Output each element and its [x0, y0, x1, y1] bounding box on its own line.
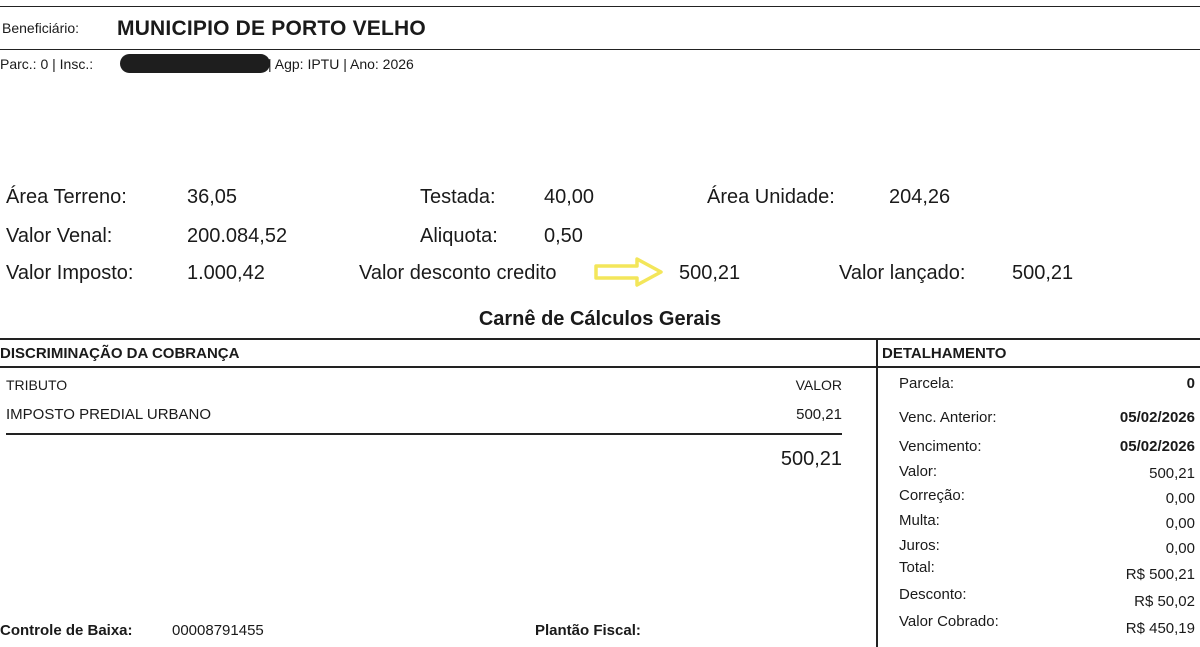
table-top-border — [0, 338, 1200, 340]
valor-desconto-value: 500,21 — [679, 262, 741, 284]
area-terreno-value: 36,05 — [187, 186, 238, 208]
detalhamento-title: DETALHAMENTO — [882, 345, 1007, 362]
valor-venal-label: Valor Venal: — [6, 225, 113, 247]
beneficiary-name: MUNICIPIO DE PORTO VELHO — [117, 17, 426, 40]
parcel-inscription-label: Parc.: 0 | Insc.: — [0, 56, 94, 72]
detail-value-valor-cobrado: R$ 450,19 — [1125, 620, 1195, 637]
testada-label: Testada: — [420, 186, 496, 208]
subtotal-rule — [6, 433, 842, 435]
detail-value-parcela: 0 — [1186, 375, 1195, 392]
discriminacao-total: 500,21 — [780, 448, 842, 470]
detail-value-juros: 0,00 — [1165, 540, 1195, 557]
valor-imposto-value: 1.000,42 — [187, 262, 265, 284]
tributo-row-value: 500,21 — [796, 406, 842, 423]
beneficiary-label: Beneficiário: — [2, 20, 80, 36]
area-unidade-label: Área Unidade: — [707, 186, 835, 208]
arrow-right-icon — [593, 257, 665, 287]
table-header-border — [0, 366, 1200, 368]
controle-baixa-label: Controle de Baixa: — [0, 622, 133, 639]
agp-year-label: | Agp: IPTU | Ano: 2026 — [268, 56, 414, 72]
column-divider — [876, 338, 878, 647]
detail-value-vencimento: 05/02/2026 — [1119, 438, 1195, 455]
detail-label-venc-anterior: Venc. Anterior: — [899, 409, 997, 426]
detail-value-multa: 0,00 — [1165, 515, 1195, 532]
detail-label-juros: Juros: — [899, 537, 940, 554]
controle-baixa-value: 00008791455 — [172, 622, 264, 639]
valor-lancado-value: 500,21 — [1012, 262, 1074, 284]
valor-desconto-label: Valor desconto credito — [359, 262, 557, 284]
tributo-row-name: IMPOSTO PREDIAL URBANO — [6, 406, 212, 423]
detail-label-vencimento: Vencimento: — [899, 438, 982, 455]
aliquota-label: Aliquota: — [420, 225, 498, 247]
valor-imposto-label: Valor Imposto: — [6, 262, 134, 284]
aliquota-value: 0,50 — [544, 225, 583, 247]
valor-lancado-label: Valor lançado: — [839, 262, 966, 284]
detail-label-valor-cobrado: Valor Cobrado: — [899, 613, 999, 630]
detail-value-valor: 500,21 — [1149, 465, 1195, 482]
tributo-header: TRIBUTO — [6, 377, 68, 393]
detail-label-correcao: Correção: — [899, 487, 965, 504]
area-unidade-value: 204,26 — [889, 186, 951, 208]
detail-value-correcao: 0,00 — [1165, 490, 1195, 507]
detail-value-desconto: R$ 50,02 — [1134, 593, 1195, 610]
plantao-fiscal-label: Plantão Fiscal: — [535, 622, 641, 639]
detail-value-total: R$ 500,21 — [1125, 566, 1195, 583]
testada-value: 40,00 — [544, 186, 595, 208]
discriminacao-title: DISCRIMINAÇÃO DA COBRANÇA — [0, 345, 240, 362]
detail-label-total: Total: — [899, 559, 935, 576]
section-title: Carnê de Cálculos Gerais — [478, 308, 722, 330]
redaction-mark — [120, 54, 270, 73]
detail-label-multa: Multa: — [899, 512, 940, 529]
detail-label-valor: Valor: — [899, 463, 938, 480]
area-terreno-label: Área Terreno: — [6, 186, 127, 208]
detail-label-parcela: Parcela: — [899, 375, 955, 392]
valor-header: VALOR — [795, 377, 842, 393]
detail-value-venc-anterior: 05/02/2026 — [1119, 409, 1195, 426]
detail-label-desconto: Desconto: — [899, 586, 967, 603]
valor-venal-value: 200.084,52 — [187, 225, 288, 247]
